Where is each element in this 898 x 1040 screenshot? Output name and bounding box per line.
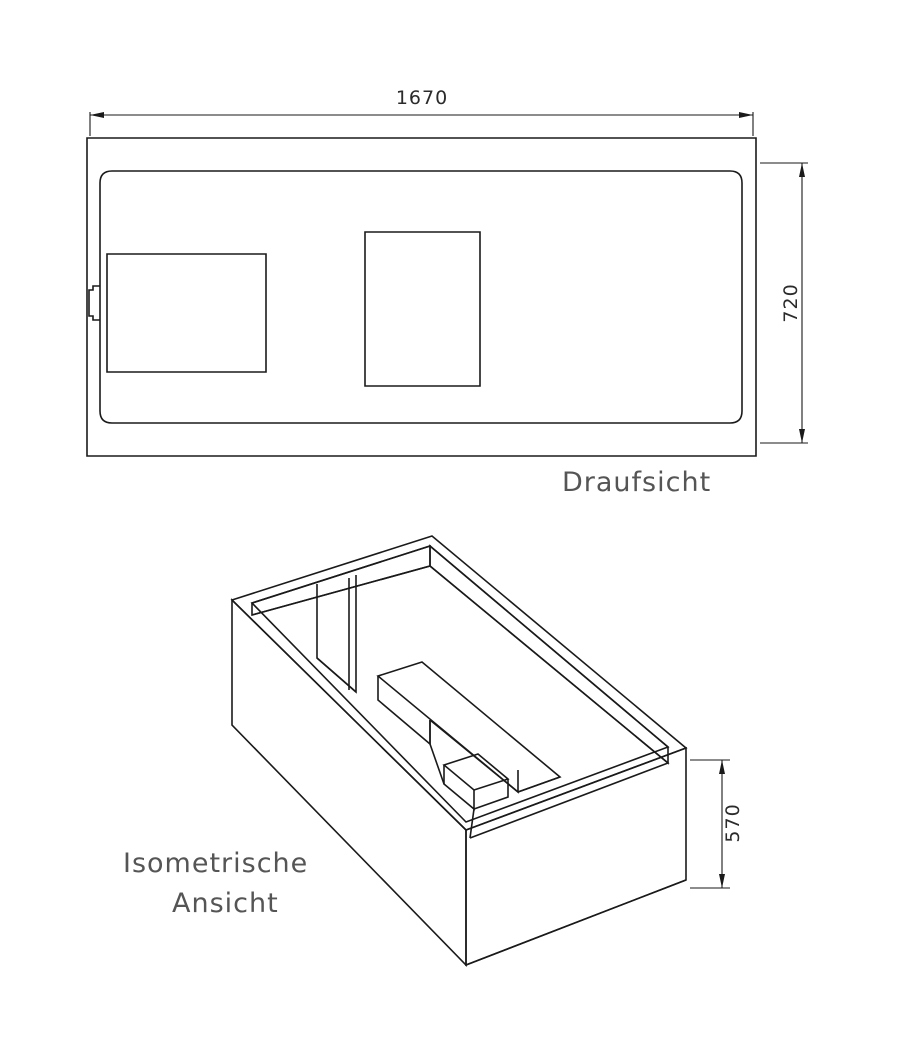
top-view-seat-rect — [107, 254, 266, 372]
iso-floor-line-a — [430, 744, 444, 784]
isometric-view-group — [232, 536, 686, 965]
iso-left-wall-inner — [252, 546, 430, 615]
top-view-group — [87, 138, 756, 456]
dimension-length-label: 1670 — [395, 87, 449, 109]
top-view-outer-outline — [87, 138, 756, 456]
dimension-width-label: 720 — [780, 283, 803, 323]
dimension-height-label: 570 — [722, 803, 745, 843]
dim-width-arrow-bottom — [799, 429, 805, 443]
top-view-drain-rect — [365, 232, 480, 386]
dimension-length — [90, 112, 753, 136]
top-view-overflow-notch — [89, 286, 100, 320]
iso-inner-rim — [252, 546, 668, 822]
top-view-title: Draufsicht — [562, 467, 712, 498]
iso-bottom-edge-right — [466, 880, 686, 965]
dim-length-arrow-left — [90, 112, 104, 118]
iso-drain-box-side — [474, 779, 508, 809]
dim-height-arrow-bottom — [719, 874, 725, 888]
dim-width-arrow-top — [799, 163, 805, 177]
iso-seat-block-top — [378, 662, 560, 792]
dim-length-arrow-right — [739, 112, 753, 118]
isometric-view-title-line2: Ansicht — [172, 888, 279, 919]
isometric-view-title-line1: Isometrische — [123, 848, 309, 879]
iso-seat-block-front — [378, 676, 430, 744]
iso-top-rim-outer — [232, 536, 686, 830]
dim-height-arrow-top — [719, 760, 725, 774]
iso-floor-line-b — [470, 809, 474, 838]
iso-far-wall-inner — [430, 546, 668, 763]
iso-drain-box-top — [444, 754, 508, 790]
